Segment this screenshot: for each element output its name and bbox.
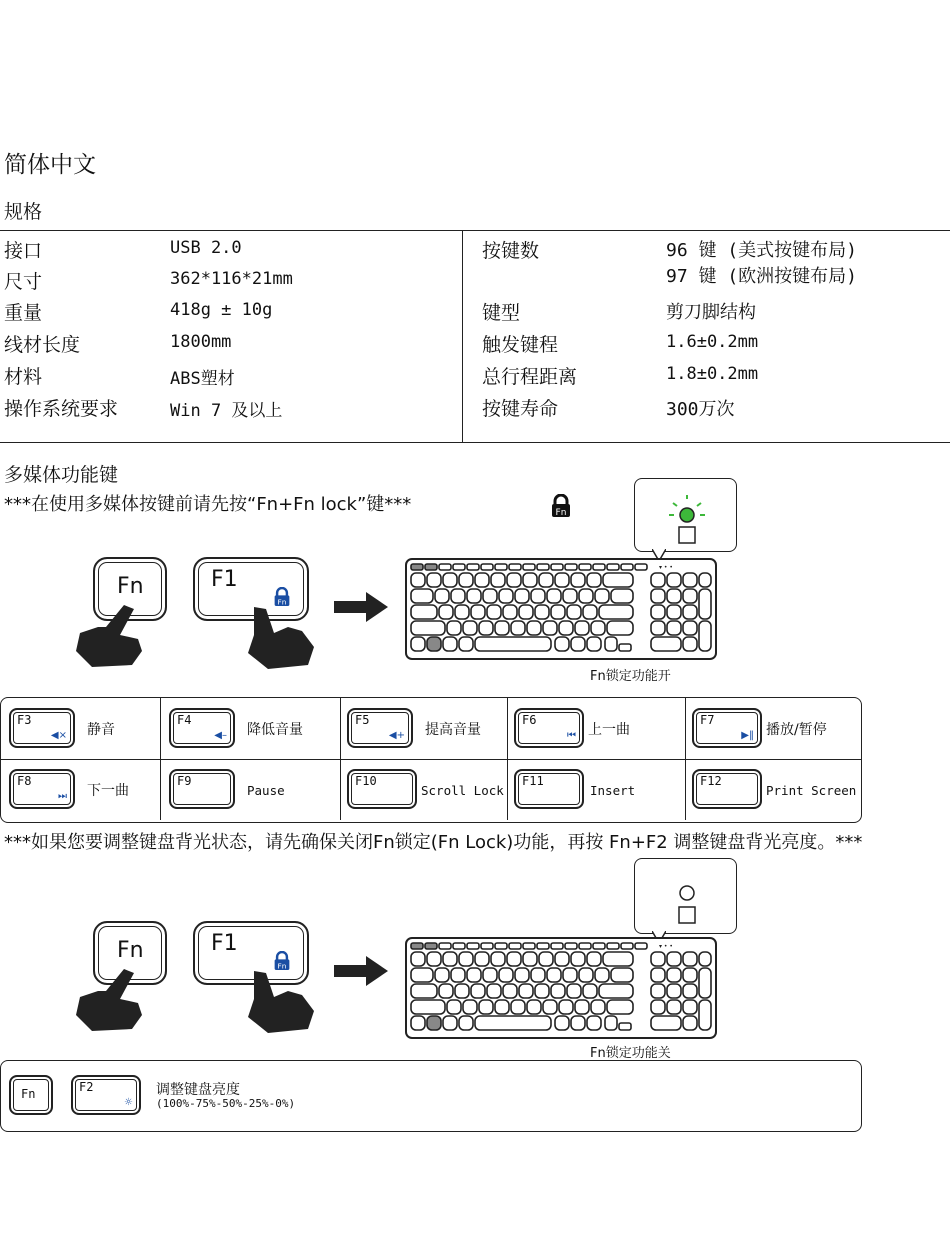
- spec-label: 操作系统要求: [4, 398, 119, 420]
- fn-lock-off-label: Fn锁定功能关: [590, 1046, 671, 1061]
- svg-text:Fn: Fn: [277, 597, 287, 607]
- indicator-bubble: [634, 478, 737, 552]
- volume-down-icon: ◀–: [214, 730, 227, 741]
- multimedia-title: 多媒体功能键: [4, 464, 119, 486]
- function-key-table: [0, 697, 862, 823]
- spec-value: Win 7 及以上: [170, 401, 283, 421]
- svg-text:▾ • •: ▾ • •: [659, 943, 673, 950]
- keyboard-illustration: [405, 937, 717, 1039]
- f4-key: F4 ◀–: [169, 708, 235, 748]
- fn-lock-icon: [550, 494, 572, 518]
- spec-value: 97 键 (欧洲按键布局): [666, 266, 858, 287]
- backlight-icon: ☼: [124, 1097, 133, 1108]
- hand-icon: [72, 605, 152, 667]
- spec-value: 1.8±0.2mm: [666, 364, 759, 384]
- fkey-cell: F9 Pause: [161, 759, 341, 820]
- spec-value: 1800mm: [170, 332, 232, 352]
- fkey-cell: F10 Scroll Lock: [341, 759, 508, 820]
- fkey-cell: F7 ▶‖ 播放/暂停: [686, 698, 861, 759]
- f6-key: F6 ⏮: [514, 708, 584, 748]
- fn-lock-icon: [273, 951, 291, 971]
- backlight-levels: (100%-75%-50%-25%-0%): [156, 1097, 296, 1110]
- spec-label: 尺寸: [4, 271, 43, 293]
- fkey-cell: F12 Print Screen: [686, 759, 861, 820]
- spec-label: 键型: [482, 302, 521, 324]
- spec-value: 362*116*21mm: [170, 269, 293, 289]
- spec-label: 按键寿命: [482, 398, 559, 420]
- spec-label: 材料: [4, 366, 43, 388]
- fkey-cell: F5 ◀+ 提高音量: [341, 698, 508, 759]
- fkey-cell: F11 Insert: [508, 759, 686, 820]
- previous-track-icon: ⏮: [567, 730, 576, 741]
- spec-label: 触发键程: [482, 334, 559, 356]
- backlight-notice: ***如果您要调整键盘背光状态，请先确保关闭Fn锁定(Fn Lock)功能，再按 Fn+F2 调整键盘背光亮度。***: [4, 832, 863, 853]
- fn-key-label: Fn: [117, 574, 144, 599]
- fn-lock-on-label: Fn锁定功能开: [590, 669, 671, 684]
- spec-value: 剪刀脚结构: [666, 302, 756, 323]
- language-title: 简体中文: [4, 152, 96, 178]
- svg-text:Fn: Fn: [277, 961, 287, 971]
- volume-up-icon: ◀+: [388, 730, 405, 741]
- arrow-right-icon: [334, 954, 388, 988]
- spec-title: 规格: [4, 201, 43, 223]
- fn-lock-notice: ***在使用多媒体按键前请先按“Fn+Fn lock”键***: [4, 494, 412, 515]
- f12-key: F12: [692, 769, 762, 809]
- next-track-icon: ⏭: [58, 791, 67, 802]
- spec-value: ABS塑材: [170, 369, 235, 389]
- mute-icon: ◀×: [50, 730, 67, 741]
- indicator-bubble: [634, 858, 737, 934]
- spec-label: 总行程距离: [482, 366, 578, 388]
- spec-value: 96 键 (美式按键布局): [666, 240, 858, 261]
- fkey-cell: F6 ⏮ 上一曲: [508, 698, 686, 759]
- f3-key: F3 ◀×: [9, 708, 75, 748]
- svg-text:▾ • •: ▾ • •: [659, 564, 673, 571]
- fn-lock-icon: [273, 587, 291, 607]
- svg-text:Fn: Fn: [555, 508, 567, 518]
- spec-label: 重量: [4, 302, 43, 324]
- spec-value: USB 2.0: [170, 238, 242, 258]
- hand-icon: [72, 969, 152, 1031]
- spec-bottom-rule: [0, 442, 950, 443]
- f9-key: F9: [169, 769, 235, 809]
- spec-divider: [462, 230, 463, 442]
- spec-label: 接口: [4, 240, 43, 262]
- spec-label: 按键数: [482, 240, 540, 262]
- spec-value: 300万次: [666, 399, 735, 420]
- backlight-desc: 调整键盘亮度: [156, 1082, 240, 1098]
- f10-key: F10: [347, 769, 417, 809]
- play-pause-icon: ▶‖: [741, 730, 754, 741]
- f7-key: F7 ▶‖: [692, 708, 762, 748]
- fkey-cell: F4 ◀– 降低音量: [161, 698, 341, 759]
- hand-icon: [240, 607, 320, 669]
- f1-key-label: F1: [211, 931, 238, 956]
- keyboard-illustration: [405, 558, 717, 660]
- led-on-icon: [665, 493, 709, 545]
- f5-key: F5 ◀+: [347, 708, 413, 748]
- hand-icon: [240, 971, 320, 1033]
- spec-value: 418g ± 10g: [170, 300, 273, 320]
- backlight-key-panel: [0, 1060, 862, 1132]
- arrow-right-icon: [334, 590, 388, 624]
- f11-key: F11: [514, 769, 584, 809]
- fn-small-key: Fn: [9, 1075, 53, 1115]
- fkey-cell: F8 ⏭ 下一曲: [1, 759, 161, 820]
- f2-key: F2 ☼: [71, 1075, 141, 1115]
- f8-key: F8 ⏭: [9, 769, 75, 809]
- fkey-cell: F3 ◀× 静音: [1, 698, 161, 759]
- spec-label: 线材长度: [4, 334, 81, 356]
- led-off-icon: [665, 873, 709, 925]
- f1-key-label: F1: [211, 567, 238, 592]
- fn-key-label: Fn: [117, 938, 144, 963]
- spec-top-rule: [0, 230, 950, 231]
- spec-value: 1.6±0.2mm: [666, 332, 759, 352]
